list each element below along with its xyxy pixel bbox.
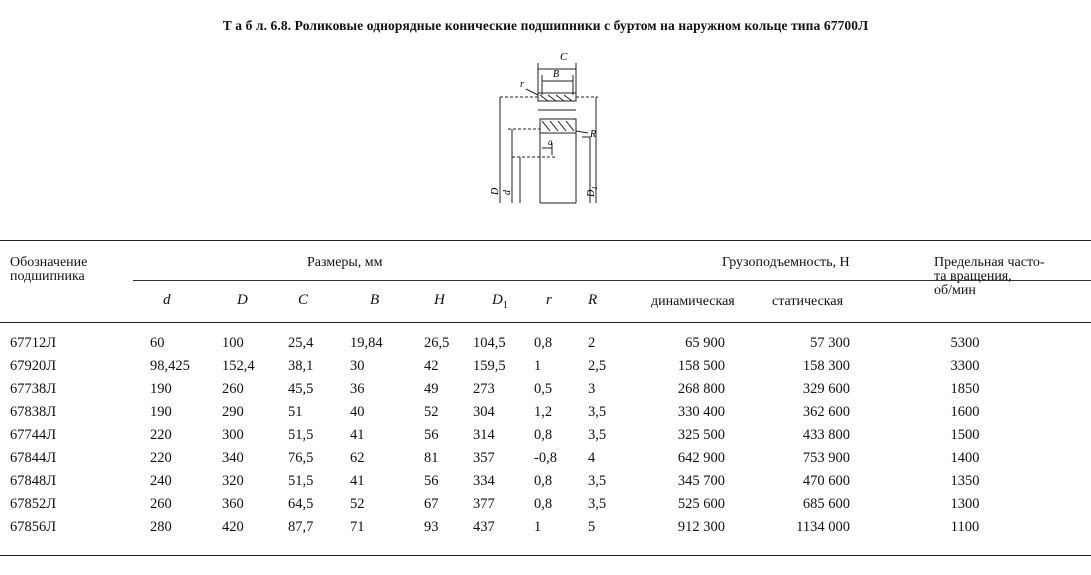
table-cell-d: 220 — [150, 450, 172, 466]
table-cell-des: 67738Л — [10, 381, 57, 397]
table-cell-r: 0,8 — [534, 473, 553, 489]
table-cell-D: 152,4 — [222, 358, 255, 374]
table-cell-B: 40 — [350, 404, 365, 420]
table-cell-H: 42 — [424, 358, 439, 374]
table-cell-d: 240 — [150, 473, 172, 489]
figure-label-big-d: D — [490, 187, 501, 195]
table-cell-R: 3,5 — [588, 427, 607, 443]
table-cell-R: 3,5 — [588, 496, 607, 512]
table-cell-R: 2,5 — [588, 358, 607, 374]
header-speed: Предельная часто- та вращения, об/мин — [934, 255, 1045, 298]
table-cell-C: 51,5 — [288, 427, 314, 443]
table-cell-des: 67852Л — [10, 496, 57, 512]
table-cell-C: 45,5 — [288, 381, 314, 397]
table-cell-r: 1 — [534, 358, 542, 374]
table-cell-d: 60 — [150, 335, 165, 351]
subheader-r: r — [546, 292, 552, 308]
table-cell-B: 41 — [350, 473, 365, 489]
table-cell-n: 1300 — [950, 496, 980, 512]
table-cell-H: 81 — [424, 450, 439, 466]
table-cell-B: 30 — [350, 358, 365, 374]
table-cell-D: 100 — [222, 335, 244, 351]
table-cell-r: 0,5 — [534, 381, 553, 397]
table-cell-dyn: 345 700 — [677, 473, 725, 489]
bearing-section-diagram — [478, 45, 618, 210]
table-cell-stat: 1134 000 — [796, 519, 850, 535]
table-cell-n: 1500 — [950, 427, 980, 443]
subheader-big-r: R — [588, 292, 598, 308]
table-cell-C: 38,1 — [288, 358, 314, 374]
table-cell-C: 76,5 — [288, 450, 314, 466]
table-cell-B: 19,84 — [350, 335, 383, 351]
subheader-d: d — [163, 292, 171, 308]
table-cell-des: 67848Л — [10, 473, 57, 489]
table-cell-dyn: 158 500 — [677, 358, 725, 374]
table-cell-d: 190 — [150, 404, 172, 420]
table-cell-H: 56 — [424, 427, 439, 443]
table-cell-D: 290 — [222, 404, 244, 420]
table-cell-C: 87,7 — [288, 519, 314, 535]
header-dimensions: Размеры, мм — [307, 255, 383, 270]
table-cell-dyn: 525 600 — [677, 496, 725, 512]
table-cell-H: 67 — [424, 496, 439, 512]
table-cell-des: 67744Л — [10, 427, 57, 443]
table-cell-R: 4 — [588, 450, 596, 466]
table-cell-d: 280 — [150, 519, 172, 535]
table-cell-D: 300 — [222, 427, 244, 443]
table-cell-B: 41 — [350, 427, 365, 443]
table-top-rule — [0, 240, 1091, 241]
table-cell-d: 190 — [150, 381, 172, 397]
figure-label-a: a — [548, 137, 553, 147]
table-cell-r: 1 — [534, 519, 542, 535]
table-cell-R: 3,5 — [588, 404, 607, 420]
table-cell-n: 1400 — [950, 450, 980, 466]
header-designation: Обозначение подшипника — [10, 255, 88, 284]
table-cell-stat: 470 600 — [802, 473, 850, 489]
table-cell-dyn: 912 300 — [677, 519, 725, 535]
subheader-static: статическая — [772, 294, 844, 309]
header-load-capacity: Грузоподъемность, Н — [722, 255, 850, 270]
table-cell-n: 1100 — [950, 519, 980, 535]
table-cell-stat: 362 600 — [802, 404, 850, 420]
subheader-b: B — [370, 292, 380, 308]
table-cell-D: 340 — [222, 450, 244, 466]
table-cell-B: 36 — [350, 381, 365, 397]
header-bottom-rule — [0, 322, 1091, 323]
table-cell-r: 1,2 — [534, 404, 553, 420]
table-cell-R: 3 — [588, 381, 596, 397]
subheader-d1: $D_1$ — [492, 292, 508, 311]
subheader-big-d: D — [237, 292, 248, 308]
table-cell-des: 67844Л — [10, 450, 57, 466]
table-cell-stat: 158 300 — [802, 358, 850, 374]
table-cell-D: 420 — [222, 519, 244, 535]
table-cell-n: 5300 — [950, 335, 980, 351]
table-cell-B: 62 — [350, 450, 365, 466]
table-cell-D1: 437 — [473, 519, 495, 535]
table-cell-C: 25,4 — [288, 335, 314, 351]
table-cell-B: 52 — [350, 496, 365, 512]
table-cell-H: 52 — [424, 404, 439, 420]
table-cell-stat: 329 600 — [802, 381, 850, 397]
table-cell-r: 0,8 — [534, 427, 553, 443]
table-title: Т а б л. 6.8. Роликовые однорядные конические подшипники с буртом на наружном кольце типа 67700Л — [222, 18, 869, 33]
table-cell-des: 67856Л — [10, 519, 57, 535]
table-cell-stat: 433 800 — [802, 427, 850, 443]
subheader-dynamic: динамическая — [651, 294, 735, 309]
table-cell-d: 220 — [150, 427, 172, 443]
table-cell-r: 0,8 — [534, 496, 553, 512]
table-cell-D: 360 — [222, 496, 244, 512]
table-cell-n: 1600 — [950, 404, 980, 420]
figure-label-r: r — [520, 79, 524, 90]
table-cell-des: 67838Л — [10, 404, 57, 420]
figure-label-d1: $D_1$ — [586, 186, 599, 197]
table-cell-stat: 753 900 — [802, 450, 850, 466]
table-cell-D: 320 — [222, 473, 244, 489]
figure-label-d: d — [502, 190, 513, 195]
table-cell-D1: 159,5 — [473, 358, 506, 374]
table-cell-des: 67712Л — [10, 335, 57, 351]
table-cell-D: 260 — [222, 381, 244, 397]
table-cell-dyn: 325 500 — [677, 427, 725, 443]
table-cell-n: 1350 — [950, 473, 980, 489]
subheader-h: H — [434, 292, 445, 308]
table-cell-R: 5 — [588, 519, 596, 535]
table-cell-D1: 273 — [473, 381, 495, 397]
table-cell-R: 2 — [588, 335, 596, 351]
table-bottom-rule — [0, 555, 1091, 556]
table-cell-stat: 685 600 — [802, 496, 850, 512]
table-cell-H: 26,5 — [424, 335, 450, 351]
figure-label-b: B — [553, 69, 560, 80]
table-cell-dyn: 268 800 — [677, 381, 725, 397]
table-cell-d: 98,425 — [150, 358, 190, 374]
table-cell-n: 3300 — [950, 358, 980, 374]
table-cell-D1: 357 — [473, 450, 495, 466]
table-cell-B: 71 — [350, 519, 365, 535]
figure-label-big-r: R — [590, 129, 597, 140]
table-cell-dyn: 65 900 — [685, 335, 725, 351]
table-cell-dyn: 330 400 — [677, 404, 725, 420]
table-cell-n: 1850 — [950, 381, 980, 397]
table-cell-r: -0,8 — [534, 450, 557, 466]
subheader-c: C — [298, 292, 309, 308]
table-cell-d: 260 — [150, 496, 172, 512]
table-cell-C: 51,5 — [288, 473, 314, 489]
table-cell-C: 51 — [288, 404, 303, 420]
table-cell-H: 49 — [424, 381, 439, 397]
table-cell-D1: 377 — [473, 496, 495, 512]
figure-label-c: C — [560, 51, 568, 63]
table-cell-D1: 104,5 — [473, 335, 506, 351]
table-cell-H: 93 — [424, 519, 439, 535]
table-cell-R: 3,5 — [588, 473, 607, 489]
table-cell-des: 67920Л — [10, 358, 57, 374]
table-cell-stat: 57 300 — [810, 335, 850, 351]
table-cell-dyn: 642 900 — [677, 450, 725, 466]
table-cell-H: 56 — [424, 473, 439, 489]
table-cell-D1: 334 — [473, 473, 495, 489]
table-cell-r: 0,8 — [534, 335, 553, 351]
table-cell-D1: 314 — [473, 427, 495, 443]
table-cell-D1: 304 — [473, 404, 495, 420]
table-cell-C: 64,5 — [288, 496, 314, 512]
